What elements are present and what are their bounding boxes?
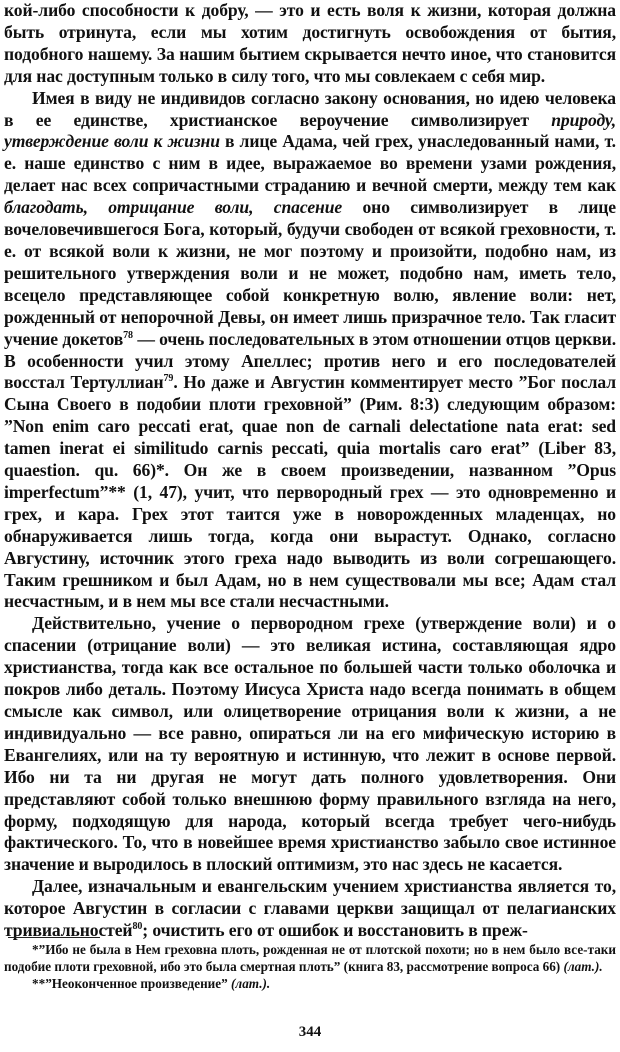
footnote: [4, 975, 616, 992]
italic-text: природу, утверждение воли к жизни: [4, 109, 616, 152]
text-run: оно символизирует в лице вочеловечившегося Бога, который, будучи свободен от всякой греховности, т. е. от всякой воли к жизни, не мог поэтому и произойти, подобно нам, из решительного утверждения воли и не может, подобно нам, иметь тело, всецело представляющее собой конкретную волю, явление воли: нет, рожденный от непорочной Девы, он имеет лишь призрачное тело. Так гласит учение докетов: [4, 197, 616, 349]
text-run: в лице Адама, чей грех, унаследованный нами, т. е. наше единство с ним в идее, выражаемое во времени узами рождения, делает нас всех сопричастными страданию и вечной смерти, между тем как: [4, 131, 616, 196]
footnote: [4, 941, 616, 975]
text-run: ; очистить его от ошибок и восстановить в преж-: [142, 920, 528, 941]
footnote-ref: 80: [132, 921, 143, 933]
paragraph: [4, 876, 616, 942]
footnotes: [4, 941, 616, 992]
italic-text: (лат.).: [563, 959, 603, 974]
footnote-ref: 79: [163, 373, 174, 385]
italic-text: благодать, отрицание воли, спасение: [4, 197, 343, 218]
page-number: 344: [298, 1024, 322, 1040]
text-run: Далее, изначальным и евангельским учением христианства является то, которое Августин в согласии с главами церкви защищал от пелагианских тривиальностей: [4, 876, 616, 941]
text-run: Имея в виду не индивидов согласно закону основания, но идею человека в ее единстве, христианское вероучение символизирует: [4, 87, 616, 130]
paragraph: [4, 0, 616, 88]
text-run: *”Ибо не была в Нем греховна плоть, рожденная не от плотской похоти; но в нем было все-таки подобие плоти греховной, ибо это была смертная плоть” (книга 83, рассмотрение вопроса 66): [4, 942, 616, 974]
paragraph: [4, 613, 616, 876]
text-run: — очень последовательных в этом отношении отцов церкви. В особенности учил этому Апеллес; против него и его последователей восстал Тертуллиан: [4, 328, 616, 393]
paragraph: [4, 88, 616, 614]
italic-text: (лат.).: [231, 976, 271, 991]
main-text: [4, 0, 616, 942]
text-run: кой-либо способности к добру, — это и есть воля к жизни, которая должна быть отринута, если мы хотим достигнуть освобождения от бытия, подобного нашему. За нашим бытием скрывается нечто иное, что становится для нас доступным только в силу того, что мы совлекаем с себя мир.: [4, 0, 616, 86]
text-run: . Но даже и Августин комментирует место ”Бог послал Сына Своего в подобии плоти греховной” (Рим. 8:3) следующим образом: ”Non enim caro peccati erat, quae non de carnali delectatione nata erat: sed tamen inerat ei similitudo carnis peccati, quia mortalis caro erat” (Liber 83, quaestion. qu. 66)*. Он же в своем произведении, названном ”Opus imperfectum”** (1, 47), учит, что первородный грех — это одновременно и грех, и кара. Грех этот таится уже в новорожденных младенцах, но обнаруживается лишь тогда, когда они вырастут. Однако, согласно Августину, источник этого греха надо выводить из воли согрешающего. Таким грешником и был Адам, но в нем существовали мы все; Адам стал несчастным, и в нем мы все стали несчастными.: [4, 372, 616, 612]
footnote-divider: [8, 937, 100, 938]
footnote-ref: 78: [123, 329, 133, 341]
text-run: **”Неоконченное произведение”: [32, 976, 232, 991]
text-run: Действительно, учение о первородном грехе (утверждение воли) и о спасении (отрицание воли) — это великая истина, составляющая ядро христианства, тогда как все остальное по большей части только оболочка и покров либо деталь. Поэтому Иисуса Христа надо всегда понимать в общем смысле как символ, или олицетворение отрицания воли к жизни, а не индивидуально — все равно, опираться ли на его мифическую историю в Евангелиях, или на ту вероятную и истинную, что лежит в основе первой. Ибо ни та ни другая не могут дать полного удовлетворения. Они представляют собой только внешнюю форму правильного взгляда на него, форму, подходящую для народа, который всегда требует чего-нибудь фактического. То, что в новейшее время христианство забыло свое истинное значение и выродилось в плоский оптимизм, это нас здесь не касается.: [4, 613, 616, 875]
